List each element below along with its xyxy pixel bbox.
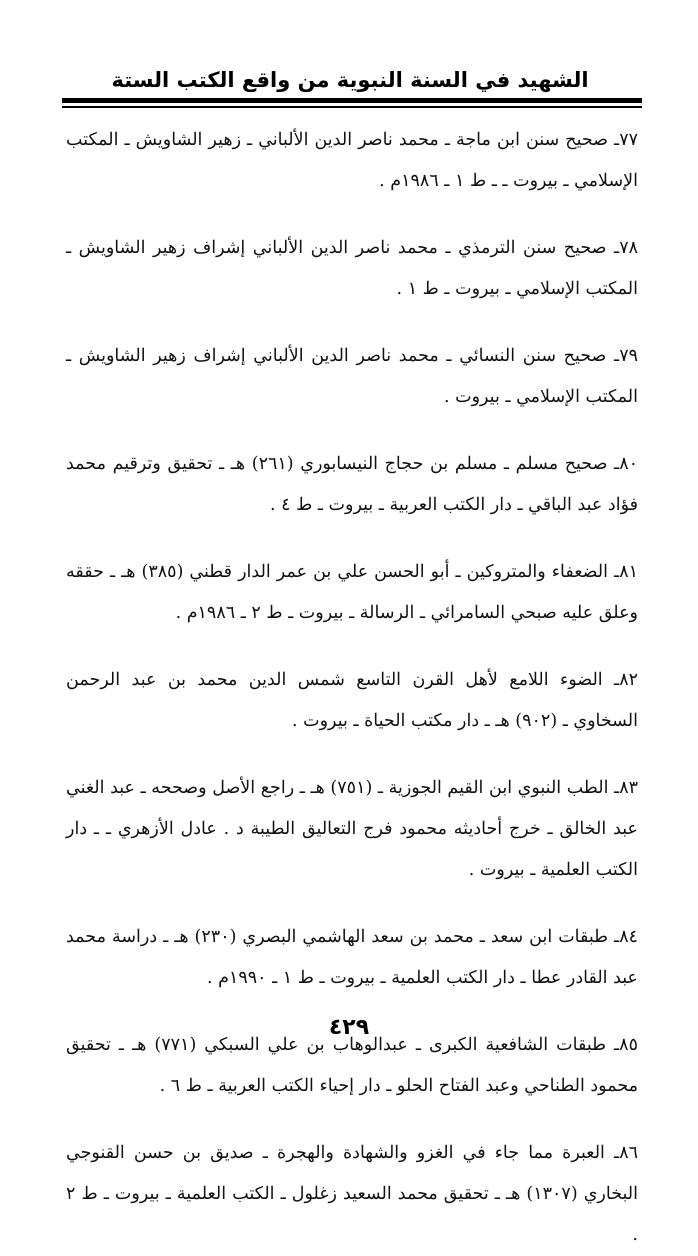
bibliography-entry: ٨٤ـ طبقات ابن سعد ـ محمد بن سعد الهاشمي البصري (٢٣٠) هـ ـ دراسة محمد عبد القادر عطا ـ دار الكتب العلمية ـ بيروت ـ ط ١ ـ ١٩٩٠م .: [66, 927, 639, 988]
header-rule-thin: [62, 106, 642, 108]
bibliography-entry: ٧٨ـ صحيح سنن الترمذي ـ محمد ناصر الدين الألباني إشراف زهير الشاويش ـ المكتب الإسلامي ـ بيروت ـ ط ١ .: [66, 238, 638, 299]
bibliography-list: [66, 120, 638, 1256]
bibliography-entry: ٨٥ـ طبقات الشافعية الكبرى ـ عبدالوهاب بن علي السبكي (٧٧١) هـ ـ تحقيق محمود الطناحي وعبد الفتاح الحلو ـ دار إحياء الكتب العربية ـ ط ٦ .: [66, 1035, 638, 1096]
bibliography-entry: ٨٦ـ العبرة مما جاء في الغزو والشهادة والهجرة ـ صديق بن حسن القنوجي البخاري (١٣٠٧) هـ ـ تحقيق محمد السعيد زغلول ـ الكتب العلمية ـ بيروت ـ ط ٢ .: [66, 1143, 638, 1245]
bibliography-entry: ٨٢ـ الضوء اللامع لأهل القرن التاسع شمس الدين محمد بن عبد الرحمن السخاوي ـ (٩٠٢) هـ ـ دار مكتب الحياة ـ بيروت .: [66, 670, 638, 731]
bibliography-entry: ٨١ـ الضعفاء والمتروكين ـ أبو الحسن علي بن عمر الدار قطني (٣٨٥) هـ ـ حققه وعلق عليه صبحي السامرائي ـ الرسالة ـ بيروت ـ ط ٢ ـ ١٩٨٦م .: [66, 562, 638, 623]
bibliography-entry: ٨٠ـ صحيح مسلم ـ مسلم بن حجاج النيسابوري (٢٦١) هـ ـ تحقيق وترقيم محمد فؤاد عبد الباقي ـ دار الكتب العربية ـ بيروت ـ ط ٤ .: [66, 454, 638, 515]
bibliography-entry: ٧٩ـ صحيح سنن النسائي ـ محمد ناصر الدين الألباني إشراف زهير الشاويش ـ المكتب الإسلامي ـ بيروت .: [66, 346, 638, 407]
page-number: ٤٢٩: [328, 1015, 370, 1040]
bibliography-entry: ٧٧ـ صحيح سنن ابن ماجة ـ محمد ناصر الدين الألباني ـ زهير الشاويش ـ المكتب الإسلامي ـ بيروت ـ ـ ط ١ ـ ١٩٨٦م .: [66, 130, 638, 191]
running-header: الشهيد في السنة النبوية من واقع الكتب الستة: [111, 68, 589, 92]
header-rule-thick: [62, 98, 642, 103]
bibliography-entry: ٨٣ـ الطب النبوي ابن القيم الجوزية ـ (٧٥١) هـ ـ راجع الأصل وصححه ـ عبد الغني عبد الخالق ـ خرج أحاديثه محمود فرج التعاليق الطيبة د . عادل الأزهري ـ ـ دار الكتب العلمية ـ بيروت .: [66, 778, 638, 880]
